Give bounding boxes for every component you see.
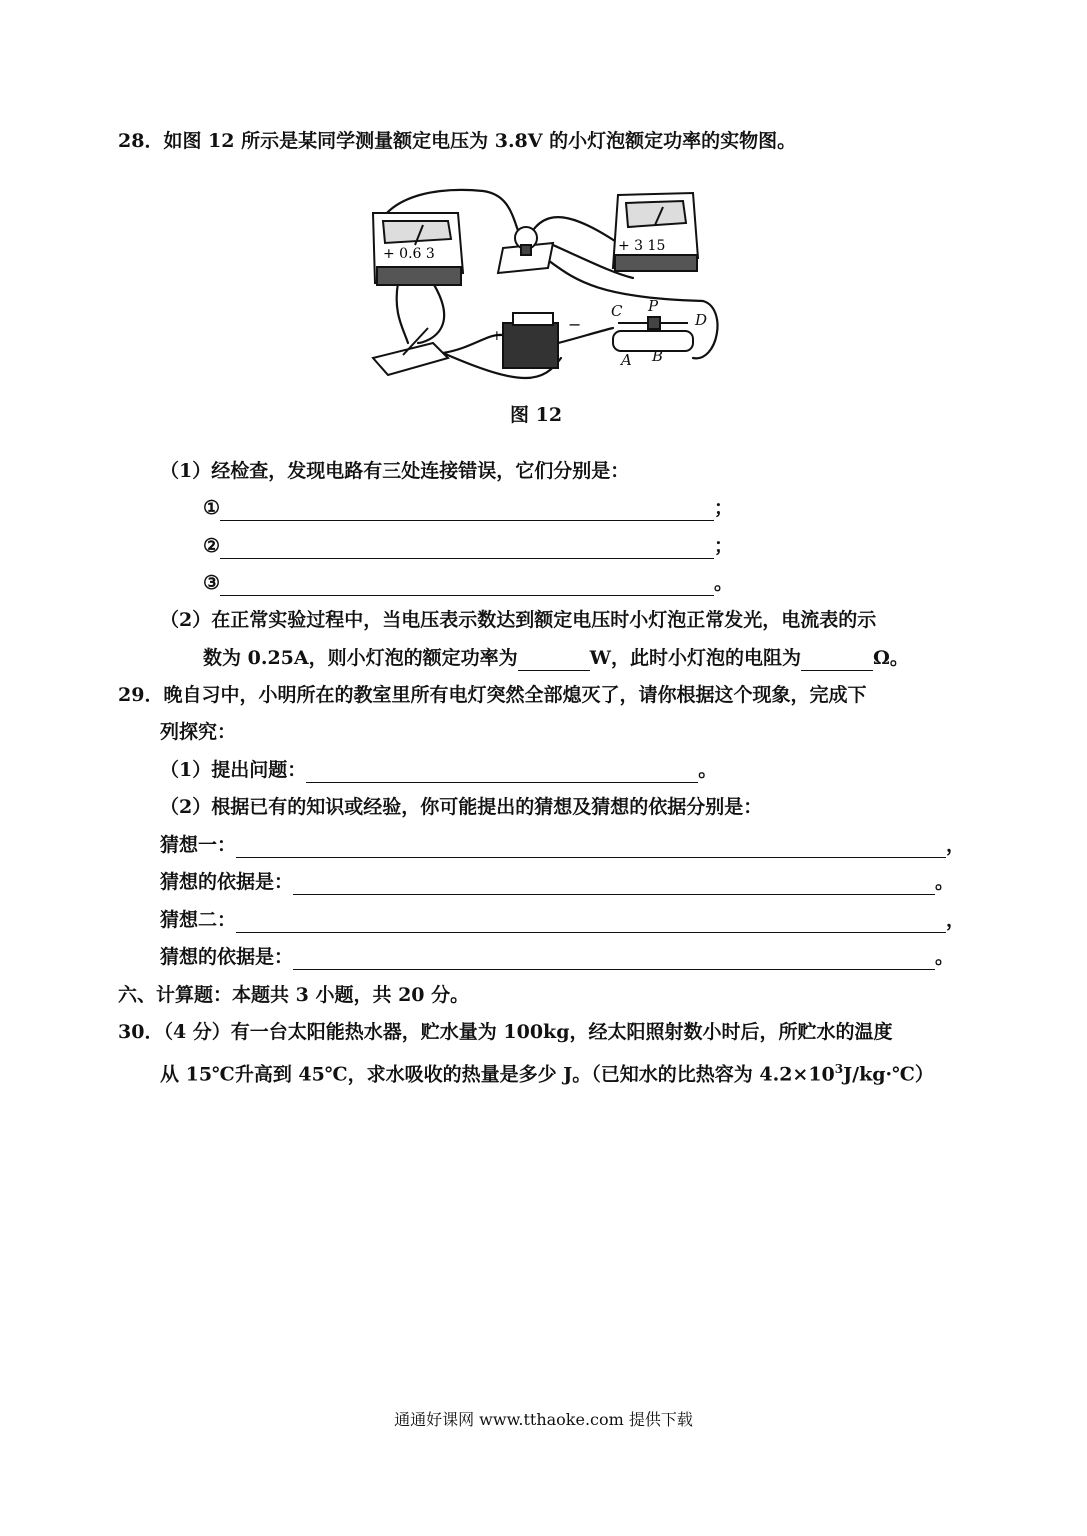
answer-blank-3[interactable]	[220, 575, 714, 596]
q28-item-3	[203, 570, 733, 596]
basis1-blank[interactable]	[293, 874, 935, 895]
battery-plus: +	[491, 328, 503, 344]
guess2-end: ，	[946, 909, 966, 931]
item-end: 。	[714, 572, 734, 594]
guess1-blank[interactable]	[236, 837, 946, 858]
q28-item-2	[203, 533, 733, 559]
circuit-figure	[363, 183, 721, 388]
q29-sub2: （2）根据已有的知识或经验，你可能提出的猜想及猜想的依据分别是：	[160, 796, 763, 818]
q29-sub1	[160, 757, 717, 783]
battery	[503, 313, 558, 368]
guess1-label: 猜想一：	[160, 834, 237, 856]
basis1-row	[160, 869, 954, 895]
item-mark: ②	[203, 535, 221, 557]
q28-stem: 28．如图 12 所示是某同学测量额定电压为 3.8V 的小灯泡额定功率的实物图。	[118, 130, 797, 152]
basis2-row	[160, 944, 954, 970]
guess2-blank[interactable]	[236, 912, 946, 933]
q29-sub1-label: （1）提出问题：	[160, 759, 307, 781]
section-6-heading: 六、计算题：本题共 3 小题，共 20 分。	[118, 984, 470, 1006]
sub2-text-a: 数为 0.25A，则小灯泡的额定功率为	[203, 647, 518, 669]
item-mark: ①	[203, 497, 221, 519]
lamp	[498, 227, 553, 273]
rheostat-label-d: D	[695, 311, 708, 329]
q30-line2-b: J/kg·℃）	[843, 1063, 934, 1086]
guess1-end: ，	[946, 834, 966, 856]
answer-blank-1[interactable]	[220, 500, 714, 521]
resistance-blank[interactable]	[801, 650, 873, 671]
q28-sub2-line2	[203, 645, 909, 671]
item-mark: ③	[203, 572, 221, 594]
basis1-label: 猜想的依据是：	[160, 871, 294, 893]
basis1-end: 。	[935, 871, 955, 893]
q30-line2-a: 从 15℃升高到 45℃，求水吸收的热量是多少 J。（已知水的比热容为 4.2×10	[160, 1063, 835, 1086]
rheostat-label-b: B	[652, 347, 664, 365]
rheostat-label-c: C	[611, 302, 623, 320]
footer[interactable]: 通通好课网 www.tthaoke.com 提供下载	[394, 1410, 693, 1429]
q28-item-1	[203, 495, 733, 521]
q30-line1: 30．（4 分）有一台太阳能热水器，贮水量为 100kg，经太阳照射数小时后，所贮水的温度	[118, 1021, 893, 1043]
item-end: ；	[714, 535, 734, 557]
q28-sub1: （1）经检查，发现电路有三处连接错误，它们分别是：	[160, 460, 630, 482]
question-blank[interactable]	[306, 762, 698, 783]
basis2-end: 。	[935, 946, 955, 968]
rheostat-label-a: A	[621, 351, 632, 369]
item-end: ；	[714, 497, 734, 519]
ammeter-scale-label: + 0.6 3	[383, 246, 435, 262]
guess2-label: 猜想二：	[160, 909, 237, 931]
rheostat	[613, 317, 693, 351]
sub2-text-b: W，此时小灯泡的电阻为	[589, 647, 801, 669]
sub2-text-c: Ω。	[872, 647, 909, 669]
power-blank[interactable]	[518, 650, 590, 671]
q29-sub1-end: 。	[698, 759, 718, 781]
voltmeter	[613, 193, 698, 271]
figure-caption: 图 12	[510, 404, 563, 426]
answer-blank-2[interactable]	[220, 538, 714, 559]
q29-stem-line2: 列探究：	[160, 721, 237, 743]
rheostat-label-p: P	[648, 297, 659, 315]
voltmeter-scale-label: + 3 15	[618, 238, 666, 254]
guess1-row	[160, 832, 965, 858]
basis2-blank[interactable]	[293, 949, 935, 970]
basis2-label: 猜想的依据是：	[160, 946, 294, 968]
battery-minus: −	[568, 315, 582, 334]
q28-sub2-line1: （2）在正常实验过程中，当电压表示数达到额定电压时小灯泡正常发光，电流表的示	[160, 609, 877, 631]
q30-line2	[160, 1056, 934, 1087]
q30-exponent: 3	[834, 1062, 844, 1076]
q29-stem-line1: 29．晚自习中，小明所在的教室里所有电灯突然全部熄灭了，请你根据这个现象，完成下	[118, 684, 867, 706]
guess2-row	[160, 907, 965, 933]
